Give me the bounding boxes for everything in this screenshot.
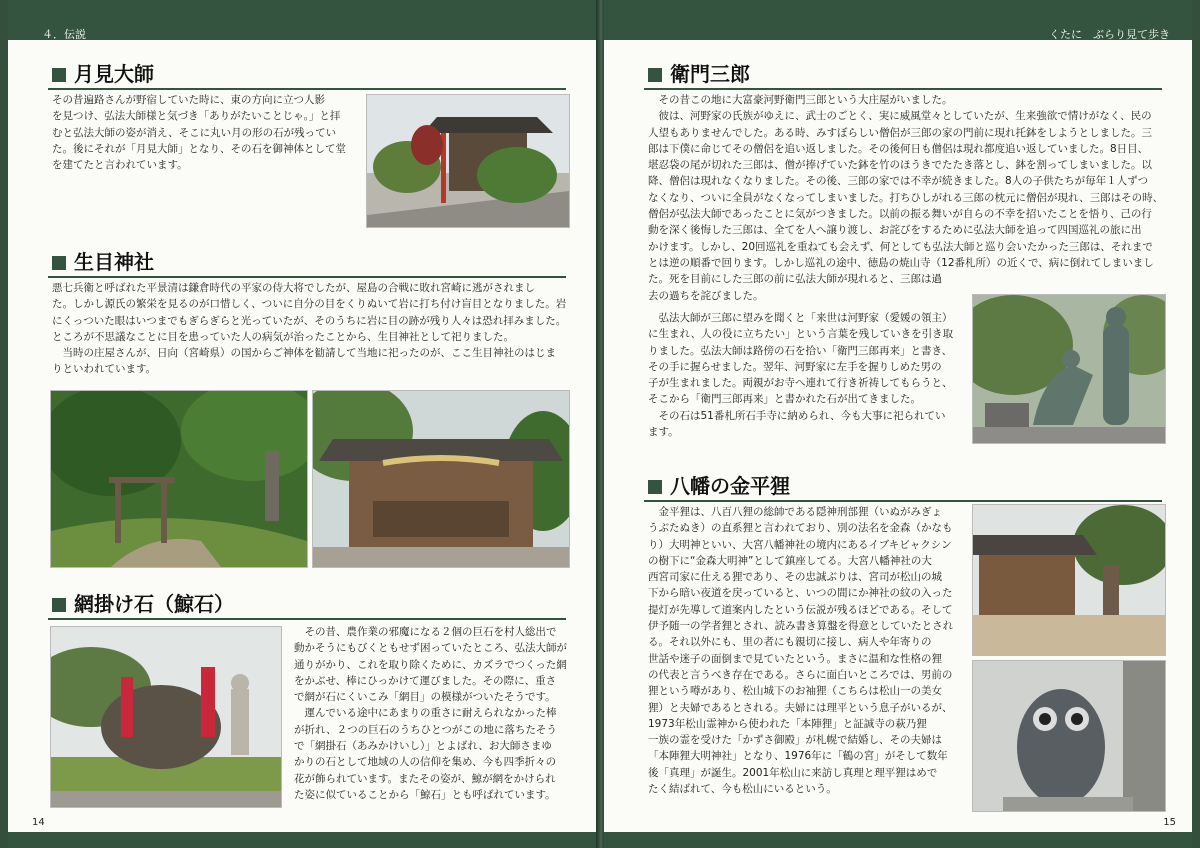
tanuki-illustration — [973, 661, 1165, 811]
page-number-left: 14 — [32, 817, 45, 828]
forest-illustration — [51, 391, 307, 567]
stone-illustration — [51, 627, 281, 807]
heading-marker — [52, 68, 66, 82]
section-rule — [644, 500, 1162, 502]
section-rule — [48, 618, 566, 620]
left-page — [8, 0, 598, 848]
section-title-tsukimi: 月見大師 — [52, 60, 154, 88]
section-title-ikime: 生目神社 — [52, 248, 154, 276]
statue-illustration — [973, 295, 1165, 443]
heading-marker — [52, 598, 66, 612]
heading-marker — [648, 480, 662, 494]
hachiman-shrine-photo — [972, 504, 1166, 656]
shrine-illustration — [367, 95, 569, 227]
heading-marker — [52, 256, 66, 270]
ikime-shrine-photo — [312, 390, 570, 568]
amikake-body: その昔、農作業の邪魔になる２個の巨石を村人総出で 動かそうにもびくともせず困っていたところ、弘法大師が 通りがかり、これを取り除くために、カズラでつくった網 をかぶせ、棒にひっかけて運びました。その際に、重さ で網が石にくいこみ「網目」の模様がついたそうです。 運んでいる途中にあまりの重さに耐えられなかった棒 が折れ、２つの巨石のうちひとつがこの地に落ちたそう で「網掛石（あみかけいし）」とよばれ、お大師さまゆ かりの石として地域の人の信仰を集め、今も四季折々の 花が飾られています。またその姿が、鯨が網をかけられ た姿に似ていることから「鯨石」とも呼ばれています。 — [294, 626, 567, 801]
shrine-hall-illustration — [313, 391, 569, 567]
section-rule — [644, 88, 1162, 90]
tsukimi-body: その昔遍路さんが野宿していた時に、東の方向に立つ人影 を見つけ、弘法大師様と気づき「ありがたいことじゃ。」と拝 むと弘法大師の姿が消え、そこに丸い月の形の石が残ってい た。後にそれが「月見大師」となり、その石を御神体として堂 を建てたと言われています。 — [52, 94, 346, 172]
section-rule — [48, 88, 566, 90]
emon-statue-photo — [972, 294, 1166, 444]
tanuki-statue-photo — [972, 660, 1166, 812]
section-rule — [48, 276, 566, 278]
ikime-body: 悪七兵衛と呼ばれた平景清は鎌倉時代の平家の侍大将でしたが、屋島の合戦に敗れ宮崎に逃がされまし た。しかし源氏の繁栄を見るのが口惜しく、ついに自分の目をくりぬいて岩に打ち付け盲目となりました。岩 にくっついた眼はいつまでもぎらぎらと光っていたが、そのうちに岩に目の跡が残り人々は恐れ拝みました。 ところが不思議なことに目を患っていた人の病気が治ったことから、生目神社として祀りました。 当時の庄屋さんが、日向（宮崎県）の国からご神体を勧請して当地に祀ったのが、ここ生目神社のはじま りといわれています。 — [52, 282, 567, 376]
left-footer-band — [8, 832, 598, 848]
ikime-forest-photo — [50, 390, 308, 568]
section-title-amikake: 網掛け石（鯨石） — [52, 590, 234, 618]
right-page — [604, 0, 1192, 848]
hachiman-illustration — [973, 505, 1165, 655]
right-footer-band — [604, 832, 1192, 848]
heading-marker — [648, 68, 662, 82]
section-title-kinpei: 八幡の金平狸 — [648, 472, 790, 500]
emon-body-top: その昔この地に大富豪河野衛門三郎という大庄屋がいました。 彼は、河野家の氏族がゆえに、武士のごとく、実に威風堂々としていたが、生来強欲で情けがなく、民の 人望もありませんでした。ある時、みすぼらしい僧侶が三郎の家の門前に現れ托鉢をしようとしました。三 郎は下僕に命じてその僧侶を追い返しました。その後何日も僧侶は現れ都度追い返していました。8日目、 堪忍袋の尾が切れた三郎は、僧が捧げていた鉢を竹のほうきでたたき落とし、鉢を割ってしまいました。以 降、僧侶は現れなくなりました。その後、三郎の家では不幸が続きました。8人の子供たちが毎年１人ずつ なくなり、ついに全員がなくなってしまいました。打ちひしがれる三郎の枕元に僧侶が現れ、三郎はその時、 僧侶が弘法大師であったことに気がつきました。以前の振る舞いが自らの不幸を招いたことを悟り、己の行 動を深く後悔した三郎は、全てを人へ譲り渡し、お詫びをするために弘法大師を追って四国巡礼の旅に出 かけます。しかし、20回巡礼を重ねても会えず、何としても弘法大師と巡り会いたかった三郎は、それまで とは逆の順番で回ります。しかし巡礼の途中、徳島の焼山寺（12番札所）の近くで、病に倒れてしまいまし た。死を目前にした三郎の前に弘法大師が現れると、三郎は過 去の過ちを詫びました。 — [648, 94, 1164, 302]
right-header-band — [604, 0, 1192, 40]
book-title-label: くたに ぶらり見て歩き — [1049, 28, 1170, 41]
left-header-band — [8, 0, 598, 40]
amikake-stone-photo — [50, 626, 282, 808]
chapter-label: ４．伝説 — [42, 28, 86, 41]
section-title-emon: 衛門三郎 — [648, 60, 750, 88]
emon-body-bottom: 弘法大師が三郎に望みを聞くと「来世は河野家（愛媛の領主） に生まれ、人の役に立ちたい」という言葉を残していきを引き取 りました。弘法大師は路傍の石を拾い「衛門三郎再来」と書き、 その手に握らせました。翌年、河野家に左手を握りしめた男の 子が生まれました。両親がお寺へ連れて行き祈祷してもらうと、 そこから「衛門三郎再来」と書かれた石が出てきました。 その石は51番札所石手寺に納められ、今も大事に祀られてい ます。 — [648, 312, 954, 439]
kinpei-body: 金平狸は、八百八狸の総帥である隠神刑部狸（いぬがみぎょ うぶたぬき）の直系狸と言われており、別の法名を金森（かなも り）大明神といい、大宮八幡神社の境内にあるイブキビャクシン の樹下に“金森大明神”として鎮座してる。大宮八幡神社の大 西宮司家に仕える狸であり、その忠誠ぶりは、宮司が松山の城 下から暗い夜道を戻っていると、いつの間にか神社の紋の入った 提灯が先導して道案内したという伝説が残るほどである。そして 伊予随一の学者狸とされ、読み書き算盤を得意としていたとされ る。それ以外にも、里の者にも親切に接し、病人や年寄りの 世話や迷子の面倒まで見ていたという。まさに温和な性格の狸 の代表と言うべき存在である。さらに面白いところでは、男前の 狸という噂があり、松山城下のお袖狸（こちらは松山一の美女 狸）と夫婦であるとされる。夫婦には理平という息子がいるが、 1973年松山霊神から使われた「本陣狸」と証誠寺の萩乃狸 一族の霊を受けた「かずさ御殿」が札幌で結婚し、その夫婦は 「本陣狸大明神社」となり、1976年に「鶴の宮」がそして数年 後「真理」が誕生。2001年松山に来訪し真理と理平狸はめで たく結ばれて、今も松山にいるという。 — [648, 506, 954, 796]
tsukimi-shrine-photo — [366, 94, 570, 228]
page-number-right: 15 — [1163, 817, 1176, 828]
